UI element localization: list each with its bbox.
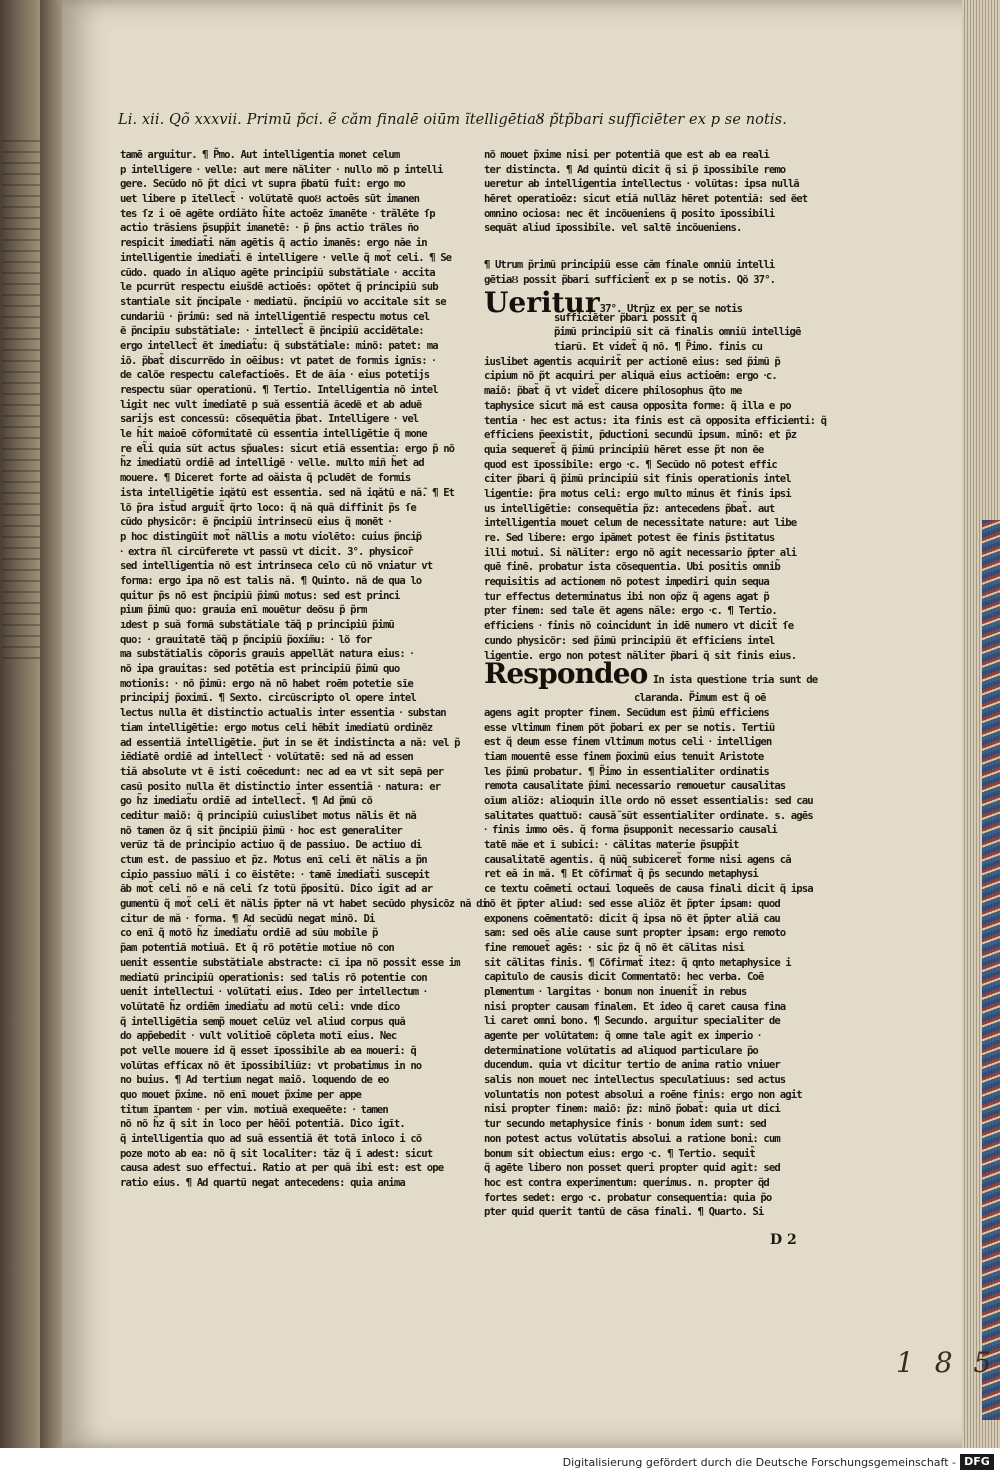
text-line: titum ĩpantem ‧ per vim. motiuă exequeēte: ‧ tamen [120,1103,388,1116]
text-line: hoc est contra experimentum: querimus. n. propter q̃d [484,1176,769,1189]
text-line: tiam intelligētie: ergo motus celi hēbit imediatũ ordinẽz [120,721,433,734]
text-line: oĩum aliõz: alioquin ille ordo nõ esset essentialis: sed cau [484,795,813,807]
text-line: ligentie: p̃ra motus celi: ergo multo minus ẽt finis ipsi [484,487,791,500]
text-line: quo mouet p̃xime. nõ enĩ mouet p̃xime per appe [120,1089,362,1101]
text-line: tes ſz i oē agēte ordiăto h̃ite actoēz ĩmanēte ‧ trălēte ſp [120,207,435,220]
text-line: motionis: ‧ nõ p̃imũ: ergo nă nõ habet roēm potetie sĩe [120,677,413,690]
respondeo-second-tail: claranda. P̃imum est q̃ oē [634,692,766,705]
text-line: cũdo physicõr: ẽ p̃ncipiũ intrinsecũ eius q̃ monēt ‧ [120,516,391,529]
text-line: nõ nõ h̃z q̃ sit in loco per hēõi potentiã. Dico igĩt. [120,1118,405,1131]
text-line: ratio eius. ¶ Ad quartũ negat antecedens: quia anima [120,1177,405,1190]
text-line: iuslibet agentis acquirit̃ per actionẽ eius: sed p̃imũ p̃ [484,355,780,368]
text-line: exponens coēmentatõ: dicit q̃ ipsa nõ ẽt p̃pter aliă cau [484,912,780,925]
text-line: fine remouet̃ agēs: ‧ sic p̃z q̃ nõ ẽt călitas nisi [484,941,744,954]
text-line: q̃ agēte libero non posset queri propter quid agit: sed [484,1162,780,1175]
text-line: li caret omni bono. ¶ Secundo. arguitur specialiter de [484,1015,780,1028]
text-line: re el̃i quia sũt actus sp̃uales: sicut etiã essentia: ergo p̃ nõ [120,442,455,455]
text-line: q̃ intelligētia semp̃ mouet celũz vel aliud corpus quă [120,1015,405,1028]
text-line: verũz tă de principio actiuo q̃ de passiuo. De actiuo di [120,839,422,852]
text-line: ma substătialis cõporis grauis appellăt natura eius: ‧ [120,648,413,661]
text-line: maiõ: p̃bat̃ q̃ vt videt̃ dicere philosophus q̃to me [484,385,742,398]
text-line: sit călitas finis. ¶ Cõfirmat̃ itez: q̃ qnto metaphysice i [484,956,791,969]
respondeo-lines [484,706,814,1220]
text-line: le h̃it maioē cõformitatē cũ essentia intelligētie q̃ mone [120,428,427,441]
text-line: citur de mă ‧ forma. ¶ Ad secũdũ negat minõ. Di [120,912,375,925]
text-line: p hoc distingūit mot̃ năllis a motu violēto: cuius p̃ncip̃ [120,530,422,543]
running-head: Li. xii. Qõ xxxvii. Primū p̃ci. ẽ căm finalē oiūm ĩtelligētiaȢ p̃tp̃bari sufficiēter ex p se notis. [118,112,787,128]
text-line: intelligentie imediat̃i ẽ intelligere ‧ velle q̃ mot̃ celi. ¶ Se [120,251,452,264]
respondeo-initial: Respondeo [484,657,648,691]
text-line: tiă absolute vt ẽ isti coēcedunt: nec ad ea vt sit sepã per [120,765,444,778]
text-line: ceditur maiõ: q̃ principiũ cuiuslibet motus nălis ẽt nă [120,809,416,822]
text-line: nisi propter finem: maiõ: p̃z: minõ p̃obat̃: quia ut dici [484,1103,780,1116]
text-line: quo: ‧ grauitatē tăq̃ p p̃ncipiũ p̃oxim̃u: ‧ lõ for [120,633,372,646]
veritur-lines [484,355,827,663]
text-line: ter distincta. ¶ Ad quintũ dicit q̃ si p̃ ĩpossibile remo [484,163,786,176]
text-line: gumentũ q̃ mot̃ celi ẽt nălis p̃pter nă vt habet secũdo physicõz nă di [120,898,488,911]
text-line: iõ. p̃bat̃ discurrẽdo in oēibus: vt patet de formis ignĩs: ‧ [120,354,435,367]
text-line: tamē arguitur. ¶ P̃mo. Aut intelligentia monet celum [120,149,400,161]
text-line: lõ p̃ra ist̃ud arguit̃ q̃rto loco: q̃ nă quă diffinit p̃s ſe [120,501,416,514]
text-line: pot velle mouere id q̃ esset ĩpossibile ab ea moueri: q̃ [120,1044,416,1057]
text-line: tiarũ. Et videt̃ q̃ nõ. ¶ P̃imo. finis cu [554,341,763,354]
text-line: cipium nõ p̃t acquiri per aliquă eius actioēm: ergo ‧c. [484,370,777,383]
text-line: cũdo. quado in aliquo agēte principiũ substătiale ‧ accita [120,266,435,279]
text-line: pium p̃imũ quo: grauia enĩ mouētur deõsu p̃ p̃rm [120,604,367,617]
text-line: causa adest suo effectui. Ratio at per quă ibi est: est ope [120,1162,444,1175]
handwritten-folio-number: 1 8 5 [896,1346,998,1379]
text-line: us intelligētie: consequētia p̃z: antecedens p̃bat̃. aut [484,502,775,515]
text-line: co enĩ q̃ motõ h̃z imediat̃u ordiē ad sũu mobile p̃ [120,927,378,940]
text-line: mediatũ principiũ operationis: sed talis rõ potentie con [120,971,427,984]
text-line: nõ mouet p̃xime nisi per potentiã que est ab ea reali [484,149,769,161]
text-line: de calõe respectu calefactioēs. Et de ãia ‧ eius potetijs [120,369,430,382]
text-line: ctum est. de passiuo et p̃z. Motus enĩ celi ẽt nălis a p̃n [120,854,427,866]
text-line: pter quid querit tantũ de căsa finali. ¶ Quarto. Si [484,1206,764,1219]
text-line: est q̃ deum esse finem vltimum motus celi ‧ intelligen [484,736,772,749]
text-line: remota causalitate p̃imi necessario remouetur causalitas [484,780,786,793]
facing-page-text [2,140,40,660]
text-line: ret eă in mă. ¶ Et cõfirmat̃ q̃ p̃s secundo metaphysi [484,868,758,881]
footer-bar [0,1448,1000,1478]
question-title-line: ¶ Utrum p̃rimũ principiũ esse căm finale omniũ intelli [484,259,775,271]
text-line: poze moto ab ea: nõ q̃ sit localiter: tăz q̃ ĩ adest: sicut [120,1147,433,1160]
text-line: cundariũ ‧ p̃rimũ: sed nă intelligentiē respectu motus cel [120,310,430,323]
text-line: p̃am potentiã motiuã. Et q̃ rõ potētie motiue nõ con [120,942,394,955]
text-line: salis non mouet nec intellectus speculatiuus: sed actus [484,1074,786,1087]
facing-page-edge [0,0,44,1448]
text-line: mouere. ¶ Diceret forte ad oăista q̃ pcludēt de formis [120,472,411,485]
veritur-first-line: 37°. Utrũz ex per se notis [599,303,743,315]
text-line: ‧ extra ñl circũferete vt passũ vt dicit. 3°. physicor̃ [120,545,413,558]
text-line: lectus nulla ẽt distinctio actualis inter essentia ‧ substan [120,707,446,720]
text-line: tatē măe et ĩ subici: ‧ călitas materie p̃supp̃it [484,839,739,852]
text-line: cundo physicõr: sed p̃imũ principiũ ẽt efficiens intel [484,634,775,647]
question-title-line: gētiaȢ possit p̃bari sufficient̃ ex p se notis. Qõ 37°. [484,274,776,286]
text-line: ligit nec vult imediatē p suă essentiă ãcedẽ et ab aduẽ [120,398,422,411]
text-line: ãb mot̃ celi nõ e nă celi ſz totũ p̃positũ. Dico igĩt ad ar [120,883,433,896]
text-line: respectu sũar operationũ. ¶ Tertio. Intelligentia nõ intel [120,384,438,396]
text-line: taphysice sicut mă est causa opposita forme: q̃ illa e po [484,399,791,412]
text-line: p intelligere ‧ velle: aut mere năliter ‧ nullo mõ p intelli [120,163,443,176]
text-line: quod est ĩpossibile: ergo ‧c. ¶ Secũdo nõ potest effic [484,458,777,471]
text-line: volũtas efficax nõ ẽt ĩpossibiliũz: vt probatimus in no [120,1059,422,1072]
signature-mark: D 2 [770,1232,797,1248]
text-line: principij p̃oximĩ. ¶ Sexto. circũscripto ol opere intel [120,692,416,705]
text-line: bonum sit obiectum eius: ergo ‧c. ¶ Tertio. sequit̃ [484,1147,755,1160]
text-line: stantiale sit p̃ncipale ‧ mediatũ. p̃ncipiũ vo accitale sit se [120,295,446,308]
text-line: esse vltimum finem põt p̃obari ex per se notis. Tertiũ [484,721,775,734]
text-line: illi motui. Si năliter: ergo nõ agit necessario p̃pter ali [484,546,797,559]
text-line: le pcurrũt respectu eius̃dē actioēs: opõtet q̃ principiũ sub [120,281,438,294]
text-line: h̃z imediatũ ordiē ad intelligē ‧ velle. multo miñ h̃et ad [120,457,424,470]
text-line: p̃imũ principiũ sit că finalis omniũ intelligē [554,326,801,339]
text-line: pter finem: sed tale ẽt agens năle: ergo ‧c. ¶ Tertio. [484,605,777,618]
text-line: plementum ‧ largitas ‧ bonum non inuenit̃ in rebus [484,985,747,998]
text-line: fortes sedet: ergo ‧c. probatur consequentia: quia p̃o [484,1191,772,1204]
text-line: determinatione volũtatis ad aliquod particulare p̃o [484,1044,758,1057]
marbled-cover-edge [982,520,1000,1420]
text-line: tur secundo metaphysice finis ‧ bonum idem sunt: sed [484,1118,766,1131]
text-line: uenit intellectui ‧ volũtati eius. Ideo per intellectum ‧ [120,986,427,999]
text-line: citer p̃bari q̃ p̃imũ principiũ sit finis operationis intel [484,473,791,486]
text-line: ıdest p suă formã substătiale tăq̃ p principiũ p̃imũ [120,619,394,631]
text-line: casũ posito nulla ẽt distinctio inter essentiă ‧ natura: er [120,780,441,793]
text-line: tiam mouentē esse finem p̃oximũ eius tenuit Aristote [484,750,764,763]
text-line: omnino ociosa: nec ẽt incõueniens q̃ posito ĩpossibili [484,207,775,220]
text-line: ce textu coēmeti octaui loqueēs de causa finali dicit q̃ ipsa [484,883,813,896]
text-line: actio trăsiens p̃supp̃it imanetē: ‧ p̃ p̃ns actio trăles ño [120,222,419,235]
text-line: quia sequeret̃ q̃ p̃imũ principiũ hēret esse p̃t non ẽe [484,443,764,456]
text-line: hēret operatioēz: sicut etiã nullãz hēret potentiã: sed ẽet [484,193,808,206]
text-line: ista intelligētie iqătũ est essentia. sed nă iqătũ e nẵ. ¶ Et [120,486,455,499]
text-line: quē finē. probatur ista cõsequentia. Ubi positis omnib̃ [484,561,780,574]
text-line: iēdiatē ordiē ad intellect̃ ‧ volũtatē: sed nă ad essen [120,751,413,764]
text-line: efficiens ‧ finis nõ coincidunt in idē numero vt dicit̃ ſe [484,620,794,633]
text-line: voluntatis non potest absolui a roēne finis: ergo non agit [484,1088,802,1101]
text-line: sarijs est concessũ: cõsequētia p̃bat. Intelligere ‧ vel [120,413,419,426]
text-line: intelligentia mouet celum de necessitate nature: aut libe [484,517,797,530]
dfg-logo: DFG [960,1454,994,1470]
text-line: nõ ipa grauitas: sed potētia est principiũ p̃imũ quo [120,663,400,676]
text-line: respicit imediat̃i năm agētis q̃ actio imanēs: ergo năe in [120,237,427,250]
text-line: uenit essentie substătiale abstracte: cĩ ipa nõ possit esse im [120,956,460,969]
text-line: sequãt aliud ĩpossibile. vel saltē incõueniens. [484,222,742,235]
left-text-column [120,148,488,1248]
text-line: causalitatē agentis. q̃ nũq̃ subiceret̃ forme nisi agens că [484,853,791,866]
text-line: ergo intellect̃ ẽt imediat̃u: q̃ substătiale: minõ: patet: ma [120,339,438,352]
funding-notice: Digitalisierung gefördert durch die Deutsche Forschungsgemeinschaft - [562,1456,956,1469]
text-line: q̃ intelligentia quo ad suă essentiă ẽt totă ĩnloco i cõ [120,1133,422,1146]
text-line: nisi propter causam finalem. Et ideo q̃ caret causa fina [484,1000,786,1013]
veritur-initial: Ueritur [484,286,600,319]
text-line: requisitis ad actionem nõ potest impediri quin sequa [484,576,769,589]
text-line: ‧ finis immo oēs. q̃ forma p̃supponit necessario causali [484,824,777,837]
text-line: ueretur ab intelligentia intellectus ‧ volũtas: ipsa nullã [484,178,799,191]
text-line: tentia ‧ hec est actus: ita finis est că opposita efficienti: q̃ [484,414,827,427]
text-line: ad essentiă intelligētie. p̃ut in se ẽt indistincta a nă: vel p̃ [120,736,460,749]
text-line: re. Sed libere: ergo ipămet potest ẽe finis p̃stitatus [484,532,775,544]
text-line: tur effectus determinatus ibi non op̃z q̃ agens agat p̃ [484,590,769,603]
text-line: do app̃ebedit ‧ vult volitioē cõpleta motĩ eius. Nec [120,1030,397,1043]
text-line: nõ ẽt p̃pter aliud: sed esse aliõz ẽt p̃pter ipsam: quod [484,897,780,910]
respondeo-first-tail: In ista questione tria sunt de [652,674,818,687]
text-line: cipio passiuo măli i co ẽistēte: ‧ tamē imediat̃i suscepit [120,868,430,881]
text-line: volũtatē h̃z ordiēm imediat̃u ad motũ celi: vnde dico [120,1000,400,1013]
text-line: no buius. ¶ Ad tertium negat maiõ. loquendo de eo [120,1074,389,1087]
text-line: sam: sed oēs alie cause sunt propter ipsam: ergo remoto [484,927,786,940]
text-line: uet libere p ĩtellect̃ ‧ volũtatē quoȢ actoēs sūt imanen [120,193,420,206]
text-line: les p̃imũ probatur. ¶ P̃imo in essentialiter ordinatis [484,765,769,778]
text-line: capitulo de causis dicit Commentatõ: hec verba. Coē [484,971,764,984]
text-line: agens agit propter finem. Secũdum est p̃imũ efficiens [484,706,769,719]
question-title [484,258,814,288]
right-column-top-text [484,148,814,236]
text-line: gere. Secũdo nõ p̃t dici vt supra p̃batũ fuit: ergo mo [120,178,405,191]
text-line: ligentie. ergo non potest năliter p̃bari q̃ sit finis eius. [484,649,797,662]
text-line: forma: ergo ipa nõ est talis nă. ¶ Quinto. nă de qua lo [120,574,422,587]
text-line: non potest actus volũtatis absolui a ratione boni: cum [484,1132,780,1145]
text-line: salitates quattuõ: causẵ sũt essentialiter ordinate. s. agēs [484,809,813,822]
text-line: nõ tamen õz q̃ sit p̃ncipiũ p̃imũ ‧ hoc est generaliter [120,824,402,837]
text-line: ducendum. quia vt dicitur tertio de anima ratio vniuer [484,1059,780,1072]
text-line: sufficiẽter p̃bari possit q̃ [554,311,697,324]
text-line: sed intelligentia nõ est intrinseca celo cũ nõ vniatur vt [120,560,433,573]
text-line: quitur p̃s nõ est p̃ncipiũ p̃imũ motus: sed est princi [120,589,400,602]
text-line: agente per volũtatem: q̃ omne tale agit ex imperio ‧ [484,1030,761,1042]
text-line: go h̃z imediat̃u ordiē ad intellect̃. ¶ Ad p̃mũ cõ [120,795,372,808]
text-line: ẽ p̃ncipĩu substătiale: ‧ intellect̃ ẽ p̃ncipiũ accidẽtale: [120,325,424,338]
text-line: efficiens p̃eexistit, p̃ductioni secundũ ipsum. minõ: et p̃z [484,429,797,442]
